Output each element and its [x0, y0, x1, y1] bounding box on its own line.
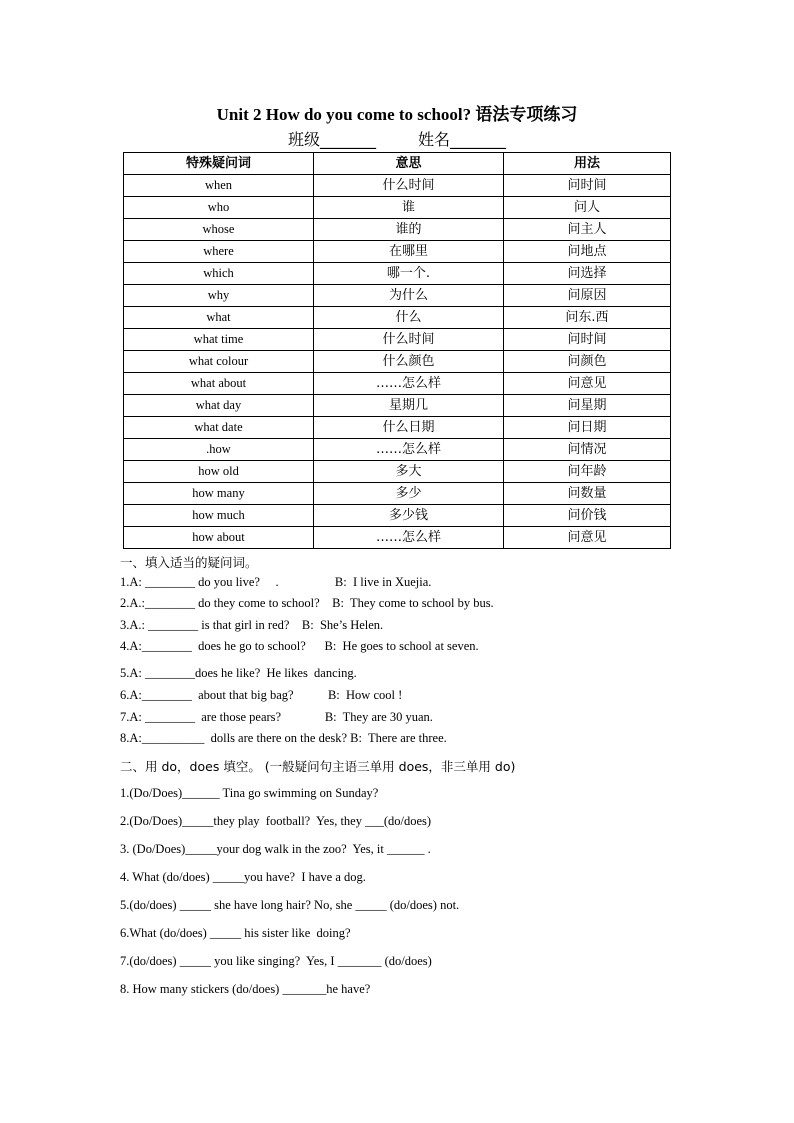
usage-cell: 问时间 [504, 175, 671, 197]
usage-cell: 问星期 [504, 395, 671, 417]
usage-cell: 问东.西 [504, 307, 671, 329]
usage-cell: 问选择 [504, 263, 671, 285]
usage-cell: 问原因 [504, 285, 671, 307]
meaning-cell: 什么时间 [314, 175, 504, 197]
question-word-cell: who [124, 197, 314, 219]
table-row [124, 307, 671, 329]
question-word-cell: what colour [124, 351, 314, 373]
worksheet-title: Unit 2 How do you come to school? 语法专项练习 [216, 105, 578, 124]
usage-cell: 问时间 [504, 329, 671, 351]
section1-question-4: 4.A:________ does he go to school? B: He goes to school at seven. [120, 639, 479, 653]
table-row [124, 395, 671, 417]
usage-cell: 问人 [504, 197, 671, 219]
table-row [124, 329, 671, 351]
question-word-cell: what time [124, 329, 314, 351]
meaning-cell: ……怎么样 [314, 373, 504, 395]
usage-cell: 问日期 [504, 417, 671, 439]
question-word-cell: how about [124, 527, 314, 549]
meaning-cell: ……怎么样 [314, 527, 504, 549]
meaning-cell: 为什么 [314, 285, 504, 307]
section1-question-3: 3.A.: ________ is that girl in red? B: She’s Helen. [120, 618, 384, 632]
section2-heading: 二、用 do，does 填空。 (一般疑问句主语三单用 does，非三单用 do) [120, 759, 516, 774]
usage-cell: 问情况 [504, 439, 671, 461]
section1-question-2: 2.A.:________ do they come to school? B: They come to school by bus. [120, 596, 494, 610]
usage-cell: 问价钱 [504, 505, 671, 527]
meaning-cell: 什么日期 [314, 417, 504, 439]
meaning-cell: 哪一个. [314, 263, 504, 285]
table-row [124, 461, 671, 483]
table-row [124, 373, 671, 395]
question-word-cell: .how [124, 439, 314, 461]
section2-question-5: 5.(do/does) _____ she have long hair? No, she _____ (do/does) not. [120, 898, 460, 912]
table-row [124, 197, 671, 219]
usage-cell: 问意见 [504, 373, 671, 395]
question-word-cell: what about [124, 373, 314, 395]
table-row [124, 263, 671, 285]
section2-question-4: 4. What (do/does) _____you have? I have a dog. [120, 870, 366, 884]
usage-cell: 问数量 [504, 483, 671, 505]
name-label: 姓名_______ [418, 130, 507, 149]
table-row [124, 351, 671, 373]
meaning-cell: 什么时间 [314, 329, 504, 351]
question-word-cell: why [124, 285, 314, 307]
question-word-cell: where [124, 241, 314, 263]
table-row [124, 505, 671, 527]
question-words-table [123, 152, 671, 549]
question-word-cell: how many [124, 483, 314, 505]
section2-question-2: 2.(Do/Does)_____they play football? Yes, they ___(do/does) [120, 814, 432, 828]
table-row [124, 285, 671, 307]
usage-cell: 问年龄 [504, 461, 671, 483]
table-row [124, 219, 671, 241]
section2-question-8: 8. How many stickers (do/does) _______he have? [120, 982, 371, 996]
section1-heading: 一、填入适当的疑问词。 [120, 555, 258, 570]
meaning-cell: 多少 [314, 483, 504, 505]
class-label: 班级_______ [287, 130, 376, 149]
header-usage: 用法 [504, 153, 671, 175]
section1-question-1: 1.A: ________ do you live? . B: I live in Xuejia. [120, 575, 432, 589]
table-row [124, 439, 671, 461]
question-word-cell: how old [124, 461, 314, 483]
meaning-cell: 星期几 [314, 395, 504, 417]
section1-question-8: 8.A:__________ dolls are there on the desk? B: There are three. [120, 731, 447, 745]
meaning-cell: 多少钱 [314, 505, 504, 527]
usage-cell: 问地点 [504, 241, 671, 263]
meaning-cell: 什么颜色 [314, 351, 504, 373]
table-row [124, 417, 671, 439]
usage-cell: 问主人 [504, 219, 671, 241]
question-word-cell: which [124, 263, 314, 285]
meaning-cell: ……怎么样 [314, 439, 504, 461]
question-word-cell: whose [124, 219, 314, 241]
student-info [0, 127, 794, 150]
section1-question-7: 7.A: ________ are those pears? B: They are 30 yuan. [120, 710, 433, 724]
section1-question-6: 6.A:________ about that big bag? B: How cool ! [120, 688, 403, 702]
usage-cell: 问颜色 [504, 351, 671, 373]
section2-question-3: 3. (Do/Does)_____your dog walk in the zoo? Yes, it ______ . [120, 842, 431, 856]
section1-question-5: 5.A: ________does he like? He likes dancing. [120, 666, 357, 680]
table-row [124, 175, 671, 197]
question-word-cell: what day [124, 395, 314, 417]
question-word-cell: what date [124, 417, 314, 439]
meaning-cell: 多大 [314, 461, 504, 483]
question-word-cell: how much [124, 505, 314, 527]
meaning-cell: 什么 [314, 307, 504, 329]
question-word-cell: when [124, 175, 314, 197]
section2-question-6: 6.What (do/does) _____ his sister like doing? [120, 926, 351, 940]
table-row [124, 483, 671, 505]
meaning-cell: 谁 [314, 197, 504, 219]
meaning-cell: 在哪里 [314, 241, 504, 263]
question-word-cell: what [124, 307, 314, 329]
meaning-cell: 谁的 [314, 219, 504, 241]
header-question-word: 特殊疑问词 [124, 153, 314, 175]
section2-question-7: 7.(do/does) _____ you like singing? Yes, I _______ (do/does) [120, 954, 432, 968]
table-header-row [124, 153, 671, 175]
usage-cell: 问意见 [504, 527, 671, 549]
header-meaning: 意思 [314, 153, 504, 175]
section2-question-1: 1.(Do/Does)______ Tina go swimming on Sunday? [120, 786, 379, 800]
table-row [124, 241, 671, 263]
table-row [124, 527, 671, 549]
